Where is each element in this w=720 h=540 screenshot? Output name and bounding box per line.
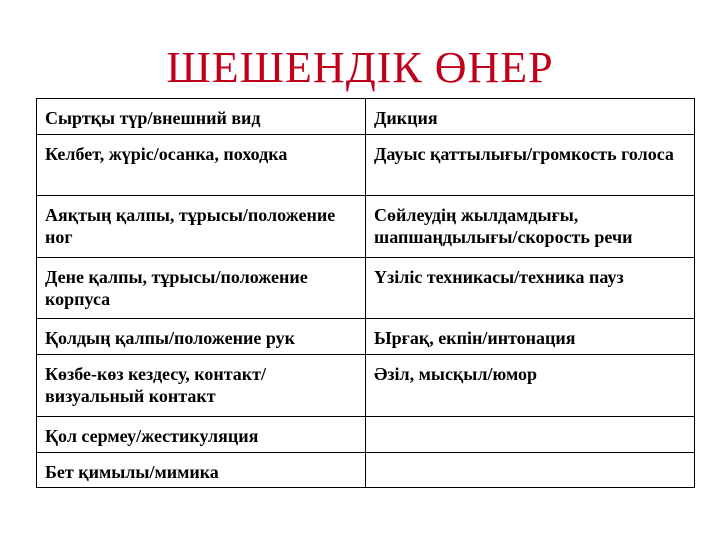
- cell-text: Келбет, жүріс/осанка, походка: [45, 144, 288, 164]
- cell-text: Сөйлеудің жылдамдығы, шапшаңдылығы/скорость речи: [374, 205, 633, 247]
- table-cell: [366, 453, 695, 488]
- page-title: ШЕШЕНДІК ӨНЕР: [166, 43, 554, 92]
- table-cell: [37, 355, 366, 417]
- cell-text: Сыртқы түр/внешний вид: [45, 108, 261, 128]
- cell-text: [374, 417, 686, 425]
- cell-text: Әзіл, мысқыл/юмор: [374, 364, 538, 384]
- table-cell: [37, 453, 366, 488]
- cell-text: Дауыс қаттылығы/громкость голоса: [374, 144, 674, 164]
- table-cell: [366, 135, 695, 196]
- speech-skills-table: [36, 98, 695, 488]
- table-row: [37, 258, 695, 319]
- cell-text: Ырғақ, екпін/интонация: [374, 328, 576, 348]
- table-cell: [37, 417, 366, 453]
- cell-text: Қолдың қалпы/положение рук: [45, 328, 295, 348]
- table-row: [37, 453, 695, 488]
- cell-text: Дикция: [374, 108, 438, 128]
- cell-text: Дене қалпы, тұрысы/положение корпуса: [45, 267, 308, 309]
- table-cell: [37, 135, 366, 196]
- cell-text: [374, 453, 686, 461]
- table-row: [37, 319, 695, 355]
- cell-text: Көзбе-көз кездесу, контакт/визуальный контакт: [45, 364, 267, 406]
- table-cell: [37, 319, 366, 355]
- table-row: [37, 355, 695, 417]
- table-cell: [366, 258, 695, 319]
- table-cell: [37, 99, 366, 135]
- table-row: [37, 135, 695, 196]
- cell-text: Аяқтың қалпы, тұрысы/положение ног: [45, 205, 336, 247]
- cell-text: Үзіліс техникасы/техника пауз: [374, 267, 624, 287]
- table-cell: [366, 319, 695, 355]
- cell-text: Қол сермеу/жестикуляция: [45, 426, 259, 446]
- table-cell: [366, 417, 695, 453]
- table-cell: [37, 196, 366, 258]
- table-row: [37, 99, 695, 135]
- table-cell: [366, 99, 695, 135]
- table-cell: [366, 196, 695, 258]
- table-cell: [366, 355, 695, 417]
- table-row: [37, 196, 695, 258]
- table-row: [37, 417, 695, 453]
- cell-text: Бет қимылы/мимика: [45, 462, 219, 482]
- table-cell: [37, 258, 366, 319]
